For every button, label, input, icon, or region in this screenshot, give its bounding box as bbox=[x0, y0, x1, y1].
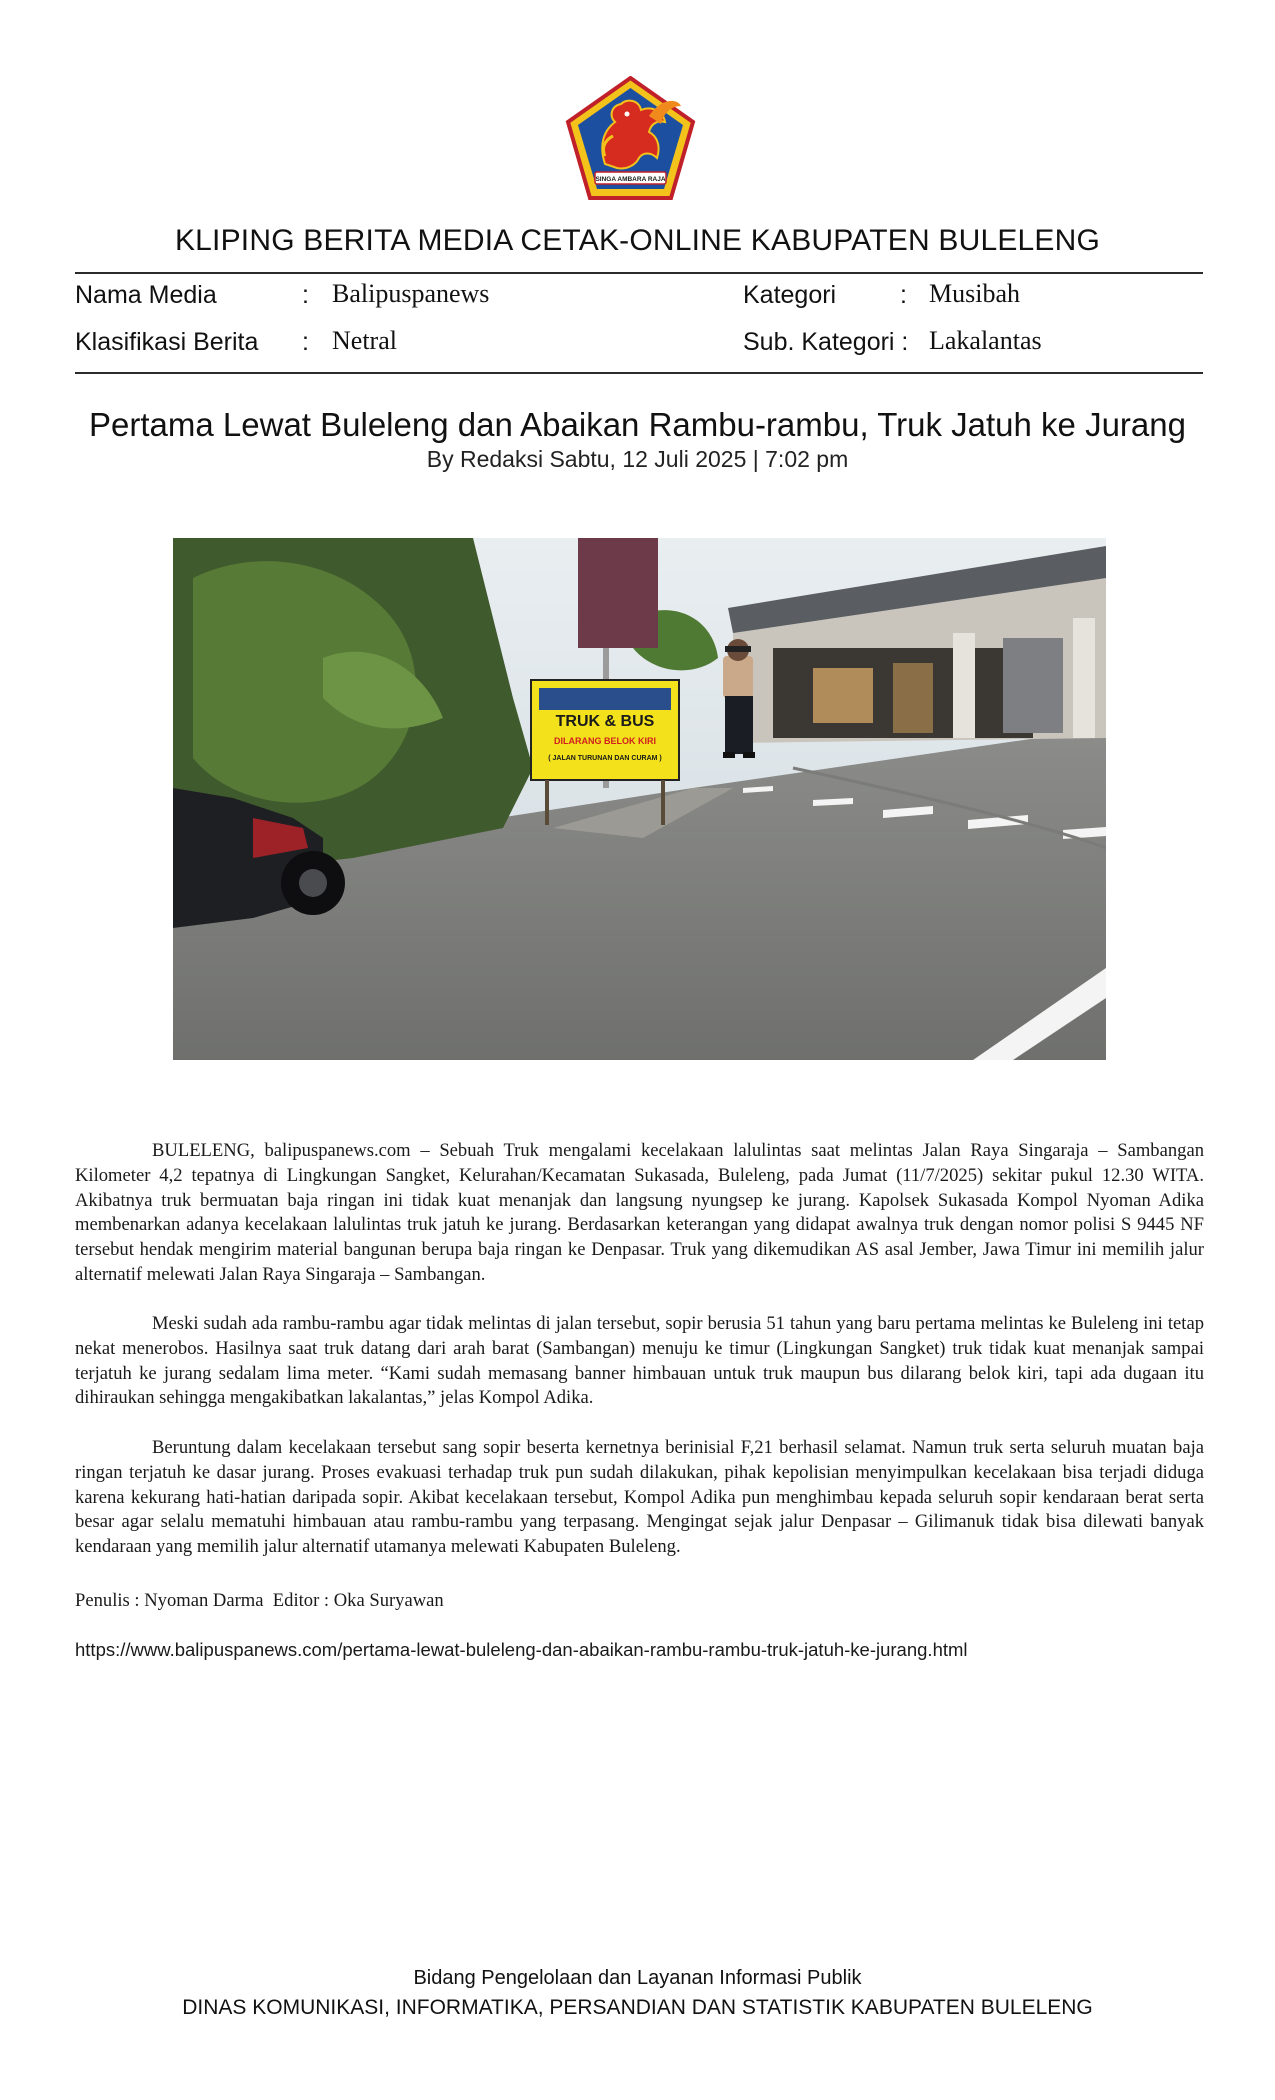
article-paragraph-1: BULELENG, balipuspanews.com – Sebuah Truk mengalami kecelakaan lalulintas saat melintas Jalan Raya Singaraja – Sambangan Kilometer 4,2 tepatnya di Lingkungan Sangket, Kelurahan/Kecamatan Sukasada, Buleleng, pada Jumat (11/7/2025) sekitar pukul 12.30 WITA. Akibatnya truk bermuatan baja ringan ini tidak kuat menanjak dan langsung nyungsep ke jurang. Kapolsek Sukasada Kompol Nyoman Adika membenarkan adanya kecelakaan lalulintas truk jatuh ke jurang. Berdasarkan keterangan yang didapat awalnya truk dengan nomor polisi S 9445 NF tersebut hendak mengirim material bangunan berupa baja ringan ke Denpasar. Truk yang dikemudikan AS asal Jember, Jawa Timur ini memilih jalur alternatif melewati Jalan Raya Singaraja – Sambangan. bbox=[75, 1140, 1204, 1285]
category-value: Musibah bbox=[929, 279, 1020, 308]
article-credit: Penulis : Nyoman Darma Editor : Oka Suryawan bbox=[75, 1590, 444, 1611]
media-value: Balipuspanews bbox=[332, 279, 490, 308]
article-paragraph-2: Meski sudah ada rambu-rambu agar tidak melintas di jalan tersebut, sopir berusia 51 tahun yang baru pertama melintas ke Buleleng ini tetap nekat menerobos. Hasilnya saat truk datang dari arah barat (Sambangan) menuju ke timur (Lingkungan Sangket) truk tidak kuat menanjak sampai terjatuh ke jurang sedalam lima meter. “Kami sudah memasang banner himbauan untuk truk maupun bus dilarang belok kiri, tapi ada dugaan itu dihiraukan sehingga mengakibatkan lakalantas,” jelas Kompol Adika. bbox=[75, 1313, 1204, 1409]
subcategory-value: Lakalantas bbox=[929, 326, 1042, 355]
article-source-url[interactable]: https://www.balipuspanews.com/pertama-lewat-buleleng-dan-abaikan-rambu-rambu-truk-jatuh-ke-jurang.html bbox=[75, 1639, 968, 1660]
article-photo bbox=[173, 538, 1106, 1060]
article-paragraph-3: Beruntung dalam kecelakaan tersebut sang sopir beserta kernetnya berinisial F,21 berhasil selamat. Namun truk serta seluruh muatan baja ringan terjatuh ke dasar jurang. Proses evakuasi terhadap truk pun sudah dilakukan, pihak kepolisian menyimpulkan kecelakaan bisa terjadi diduga karena kekurang hati-hatian daripada sopir. Akibat kecelakaan tersebut, Kompol Adika pun menghimbau kepada seluruh sopir kendaraan berat serta besar agar selalu mematuhi himbauan atau rambu-rambu yang terpasang. Mengingat sejak jalur Denpasar – Gilimanuk tidak bisa dilewati banyak kendaraan yang memilih jalur alternatif utamanya melewati Kabupaten Buleleng. bbox=[75, 1437, 1204, 1558]
article-title: Pertama Lewat Buleleng dan Abaikan Rambu-rambu, Truk Jatuh ke Jurang bbox=[89, 406, 1186, 443]
article-byline: By Redaksi Sabtu, 12 Juli 2025 | 7:02 pm bbox=[426, 446, 849, 472]
footer-agency: DINAS KOMUNIKASI, INFORMATIKA, PERSANDIAN DAN STATISTIK KABUPATEN BULELENG bbox=[182, 1996, 1093, 2019]
clipping-header-title: KLIPING BERITA MEDIA CETAK-ONLINE KABUPATEN BULELENG bbox=[174, 224, 1101, 257]
crest-motto: SINGA AMBARA RAJA bbox=[595, 176, 666, 183]
photo-sign-line2: DILARANG BELOK KIRI bbox=[554, 736, 656, 746]
footer-division: Bidang Pengelolaan dan Layanan Informasi Publik bbox=[413, 1967, 862, 1989]
subcategory-label: Sub. Kategori : bbox=[743, 328, 909, 356]
classification-value: Netral bbox=[332, 326, 397, 355]
classification-colon: : bbox=[302, 328, 309, 356]
header-divider-bottom bbox=[75, 372, 1203, 374]
category-colon: : bbox=[900, 281, 907, 309]
header-divider-top bbox=[75, 272, 1203, 274]
photo-sign-line3: ( JALAN TURUNAN DAN CURAM ) bbox=[548, 755, 662, 762]
category-label: Kategori bbox=[743, 281, 837, 309]
media-colon: : bbox=[302, 281, 309, 309]
classification-label: Klasifikasi Berita bbox=[75, 328, 259, 356]
kabupaten-buleleng-crest-icon bbox=[565, 76, 696, 200]
media-label: Nama Media bbox=[75, 281, 217, 309]
photo-sign-line1: TRUK & BUS bbox=[555, 713, 655, 730]
